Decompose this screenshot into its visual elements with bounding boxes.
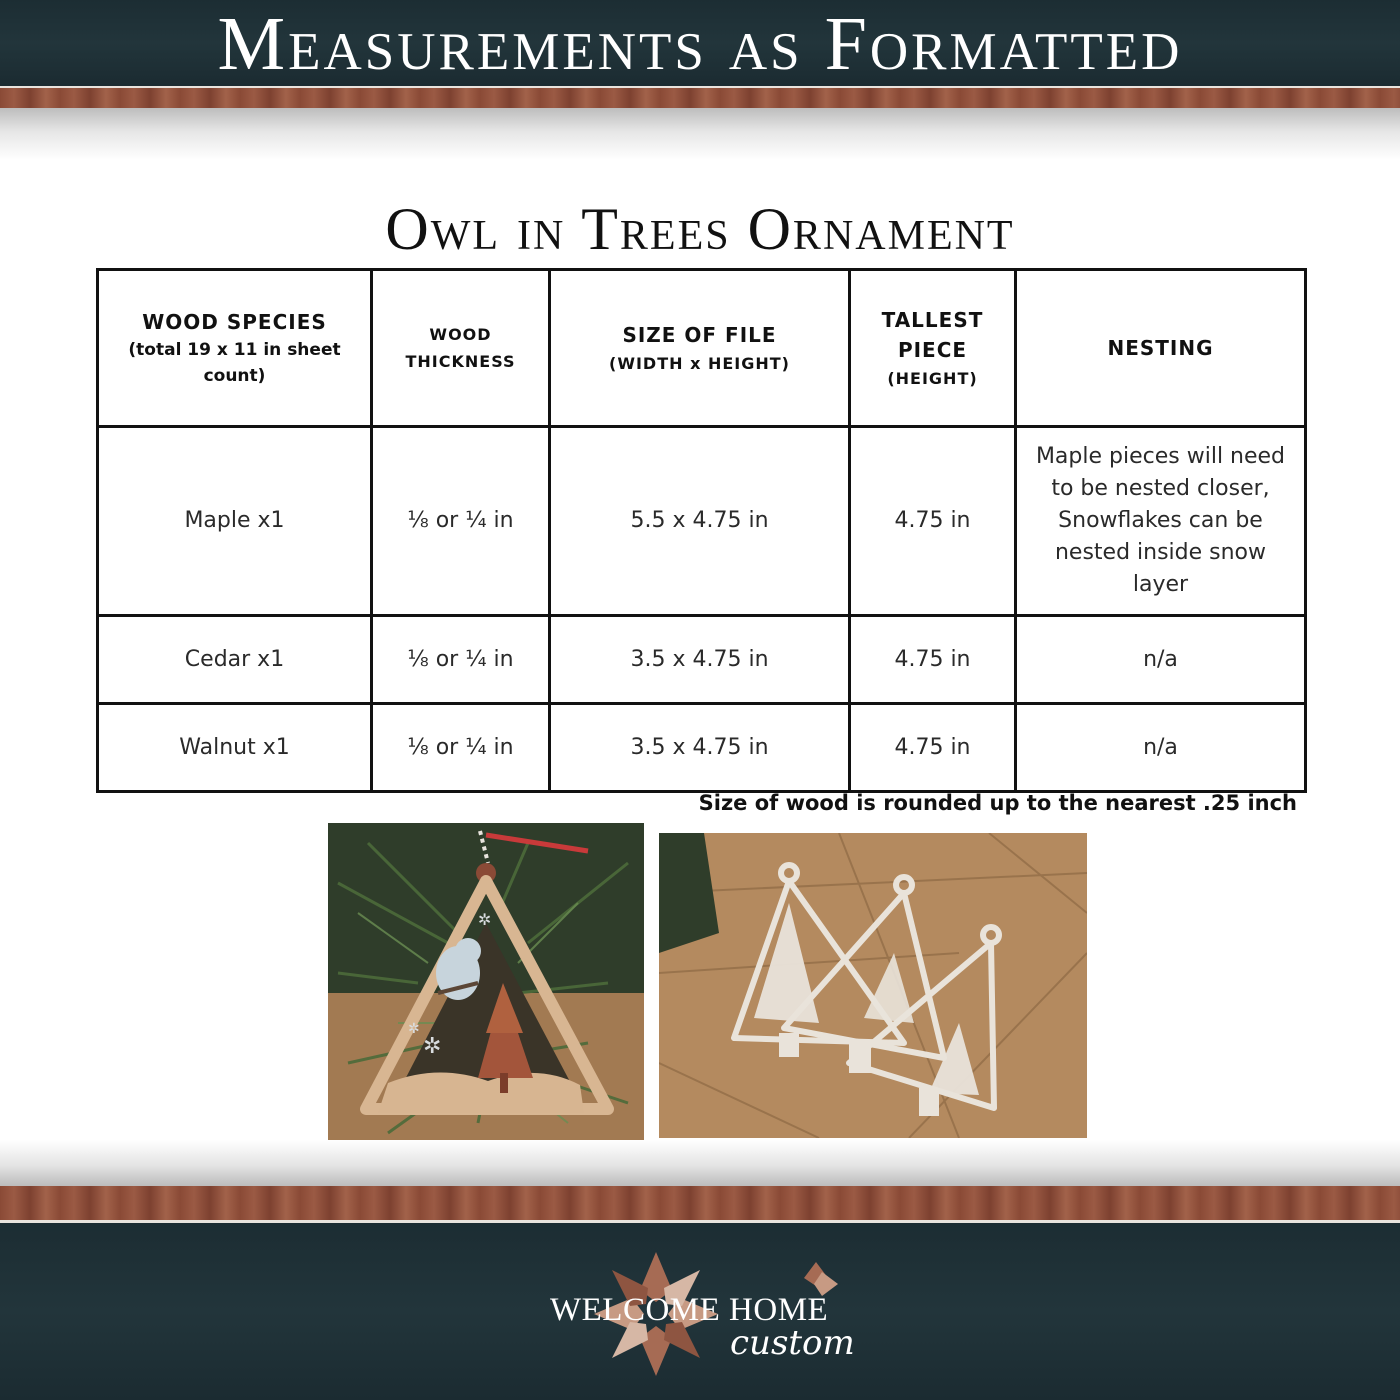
header-wood-strip (0, 86, 1400, 108)
cell-tallest: 4.75 in (850, 616, 1016, 704)
header-size-of-file (550, 270, 850, 427)
footer-wood-strip (0, 1186, 1400, 1223)
page-title: Measurements as Formatted (217, 2, 1183, 86)
cell-size: 5.5 x 4.75 in (550, 427, 850, 616)
header-nesting (1016, 270, 1306, 427)
document-title: Owl in Trees Ornament (385, 196, 1015, 262)
cell-size: 3.5 x 4.75 in (550, 616, 850, 704)
cell-thickness: ⅛ or ¼ in (372, 704, 550, 792)
header-species-label: WOOD SPECIES (142, 310, 327, 334)
logo-text-custom: custom (730, 1323, 855, 1363)
ornament-on-tree-image (328, 823, 644, 1151)
cell-thickness: ⅛ or ¼ in (372, 427, 550, 616)
ornament-photo (328, 823, 644, 1151)
table-row (98, 704, 1306, 792)
cell-species: Cedar x1 (98, 616, 372, 704)
table-header-row (98, 270, 1306, 427)
header-thickness-label: WOOD THICKNESS (405, 325, 516, 371)
cell-nesting: Maple pieces will need to be nested closer, Snowflakes can be nested inside snow layer (1016, 427, 1306, 616)
welcome-home-custom-logo (548, 1250, 858, 1380)
footer-shadow (0, 1140, 1400, 1186)
table-row (98, 427, 1306, 616)
rounding-note: Size of wood is rounded up to the nearest .25 inch (698, 791, 1297, 815)
cell-size: 3.5 x 4.75 in (550, 704, 850, 792)
cut-pieces-photo (659, 833, 1087, 1138)
cell-nesting: n/a (1016, 704, 1306, 792)
svg-text:✲: ✲ (423, 1034, 442, 1059)
cell-species: Maple x1 (98, 427, 372, 616)
cell-thickness: ⅛ or ¼ in (372, 616, 550, 704)
header-band (0, 0, 1400, 86)
header-tallest-label: TALLEST PIECE (881, 307, 984, 362)
header-wood-thickness (372, 270, 550, 427)
header-size-sub: (WIDTH x HEIGHT) (609, 353, 790, 373)
header-tallest-piece (850, 270, 1016, 427)
header-shadow (0, 108, 1400, 160)
header-wood-species (98, 270, 372, 427)
logo-text-welcome-home: WELCOME HOME (550, 1292, 829, 1328)
header-species-sub: (total 19 x 11 in sheet count) (128, 340, 341, 386)
svg-text:✲: ✲ (478, 910, 492, 929)
header-tallest-sub: (HEIGHT) (887, 368, 978, 388)
cut-pieces-image (659, 833, 1087, 1138)
cell-tallest: 4.75 in (850, 704, 1016, 792)
cell-species: Walnut x1 (98, 704, 372, 792)
cell-tallest: 4.75 in (850, 427, 1016, 616)
header-size-label: SIZE OF FILE (622, 322, 777, 347)
header-nesting-label: NESTING (1107, 336, 1214, 360)
cell-nesting: n/a (1016, 616, 1306, 704)
table-row (98, 616, 1306, 704)
svg-text:✲: ✲ (408, 1021, 420, 1037)
measurements-table (96, 268, 1307, 793)
